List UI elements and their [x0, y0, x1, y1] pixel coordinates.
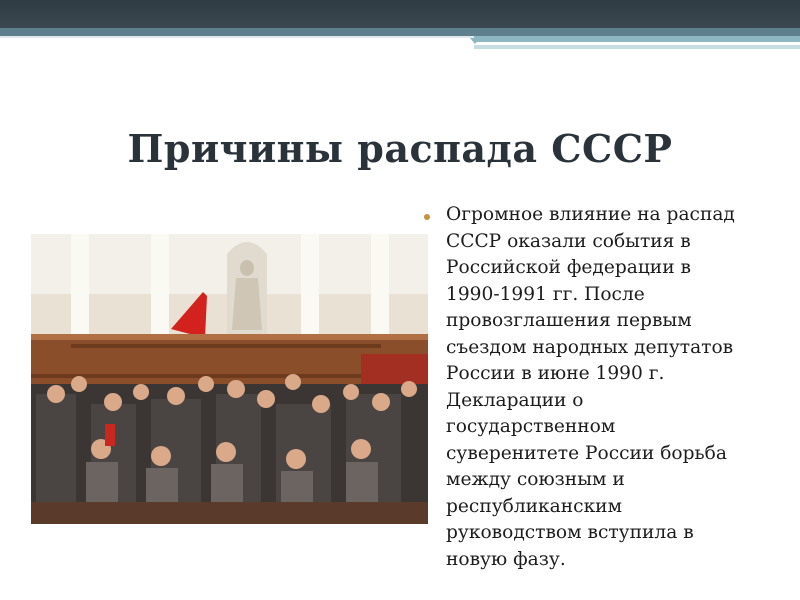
congress-hall-photo	[31, 234, 428, 524]
header-accent-stripe	[474, 36, 800, 42]
header-marker-icon	[470, 38, 480, 44]
header-band	[0, 0, 800, 28]
bullet-line: Огромное влияние на распад	[446, 204, 735, 225]
bullet-text	[446, 202, 780, 573]
bullet-icon	[424, 214, 430, 220]
slide-title: Причины распада СССР	[127, 126, 673, 171]
bullet-line: России в июне 1990 г.	[446, 363, 665, 384]
bullet-line: суверенитете России борьба	[446, 442, 727, 464]
bullet-line: Российской федерации в	[446, 257, 691, 278]
bullet-line: провозглашения первым	[446, 310, 692, 331]
header-stripe-thin	[0, 36, 474, 38]
header-stripe	[0, 28, 800, 36]
bullet-line: 1990-1991 гг. После	[446, 283, 645, 305]
bullet-list	[424, 202, 780, 573]
bullet-line: съездом народных депутатов	[446, 336, 734, 358]
bullet-line: между союзным и	[446, 469, 625, 490]
bullet-line: СССР оказали события в	[446, 230, 691, 252]
header-accent-stripe-light	[474, 45, 800, 49]
bullet-line: Декларации о	[446, 389, 584, 411]
bullet-line: новую фазу.	[446, 548, 566, 570]
bullet-line: руководством вступила в	[446, 522, 694, 543]
bullet-line: государственном	[446, 416, 616, 437]
bullet-line: республиканским	[446, 495, 623, 517]
